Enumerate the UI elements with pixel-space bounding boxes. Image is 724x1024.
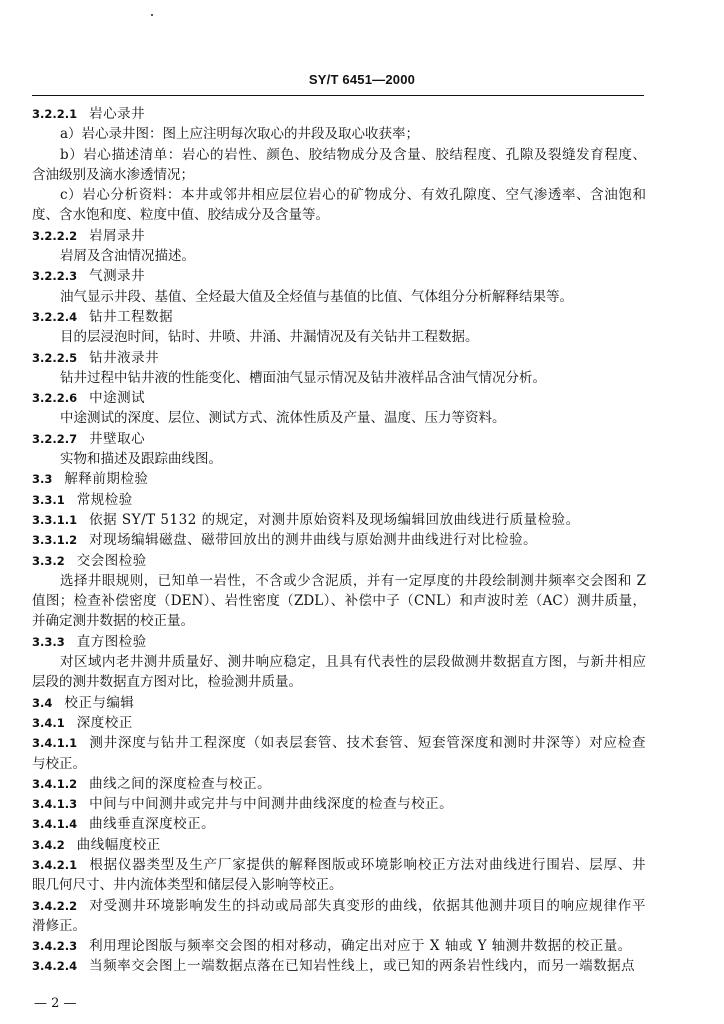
section-title: 中途测试 [89,390,146,407]
paragraph-text: b）岩心描述清单：岩心的岩性、颜色、胶结物成分及含量、胶结程度、孔隙及裂缝发育程度、 [60,146,646,163]
section-title: 依据 SY/T 5132 的规定，对测井原始资料及现场编辑回放曲线进行质量检验。 [89,511,580,528]
paragraph-text: 含油级别及滴水渗透情况； [32,166,194,183]
section-line [32,490,646,510]
paragraph-text: 对区域内老井测井质量好、测井响应稳定，且具有代表性的层段做测井数据直方图，与新井相应 [60,654,646,671]
section-number: 3.3 [32,472,53,487]
section-line [32,713,646,733]
section-number: 3.3.1.2 [32,533,78,548]
paragraph-line [32,672,646,692]
section-line [32,896,646,916]
section-line [32,774,646,794]
paragraph-text: 目的层浸泡时间，钻时、井喷、井涌、井漏情况及有关钻井工程数据。 [60,329,479,346]
section-number: 3.4.2.4 [32,959,78,974]
paragraph-text: 岩屑及含油情况描述。 [60,248,195,265]
section-number: 3.4 [32,695,53,710]
paragraph-line [32,875,646,895]
paragraph-text: 滑修正。 [32,917,86,934]
section-title: 气测录井 [89,268,146,285]
section-title: 交会图检验 [76,552,147,569]
section-title: 校正与编辑 [64,694,135,711]
paragraph-line [32,145,646,165]
section-number: 3.4.2.1 [32,857,78,872]
paragraph-line [32,916,646,936]
section-number: 3.2.2.6 [32,391,78,406]
section-number: 3.3.1 [32,492,65,507]
section-number: 3.3.1.1 [32,512,78,527]
section-number: 3.2.2.3 [32,269,78,284]
paragraph-text: 值图；检查补偿密度（DEN）、岩性密度（ZDL）、补偿中子（CNL）和声波时差（AC）测井质量， [32,593,646,610]
paragraph-line [32,246,646,266]
section-title: 常规检验 [76,491,133,508]
paragraph-text: 钻井过程中钻井液的性能变化、槽面油气显示情况及钻井液样品含油气情况分析。 [60,369,546,386]
section-number: 3.4.2 [32,837,65,852]
section-line [32,936,646,956]
section-number: 3.4.1.4 [32,817,78,832]
section-title: 中间与中间测井或完井与中间测井曲线深度的检查与校正。 [89,796,454,813]
paragraph-text: c）岩心分析资料：本井或邻井相应层位岩心的矿物成分、有效孔隙度、空气渗透率、含油饱和 [60,187,646,204]
section-number: 3.4.2.2 [32,898,78,913]
section-line [32,956,646,976]
section-line [32,693,646,713]
paragraph-text: 并确定测井数据的校正量。 [32,613,194,630]
paragraph-text: a）岩心录井图：图上应注明每次取心的井段及取心收获率； [60,126,420,143]
section-line [32,307,646,327]
section-line [32,510,646,530]
section-number: 3.4.1 [32,715,65,730]
section-title: 钻井工程数据 [89,308,174,325]
section-title: 对现场编辑磁盘、磁带回放出的测井曲线与原始测井曲线进行对比检验。 [89,532,538,549]
paragraph-text: 眼几何尺寸、井内流体类型和储层侵入影响等校正。 [32,877,343,894]
section-title: 钻井液录井 [89,349,160,366]
scan-speck [151,14,153,16]
paragraph-line [32,611,646,631]
standard-code-header: SY/T 6451—2000 [308,72,416,87]
paragraph-line [32,205,646,225]
section-line [32,794,646,814]
paragraph-line [32,124,646,144]
page-number: — 2 — [34,996,77,1011]
section-title: 岩屑录井 [89,227,146,244]
paragraph-line [32,571,646,591]
section-line [32,388,646,408]
paragraph-line [32,408,646,428]
paragraph-line [32,591,646,611]
paragraph-text: 实物和描述及跟踪曲线图。 [60,451,222,468]
paragraph-text: 度、含水饱和度、粒度中值、胶结成分及含量等。 [32,207,329,224]
section-line [32,733,646,753]
section-line [32,814,646,834]
paragraph-line [32,327,646,347]
section-title: 曲线垂直深度校正。 [89,816,216,833]
section-line [32,632,646,652]
section-number: 3.4.1.1 [32,736,78,751]
section-title: 岩心录井 [89,106,146,122]
section-line [32,835,646,855]
section-title: 曲线之间的深度检查与校正。 [89,775,272,792]
section-number: 3.2.2.2 [32,228,78,243]
section-title: 曲线幅度校正 [76,836,161,853]
section-line [32,226,646,246]
document-body [32,104,646,977]
paragraph-text: 选择井眼规则，已知单一岩性，不含或少含泥质，并有一定厚度的井段绘制测井频率交会图和 Z [60,572,646,589]
paragraph-line [32,368,646,388]
paragraph-text: 中途测试的深度、层位、测试方式、流体性质及产量、温度、压力等资料。 [60,410,506,427]
section-number: 3.2.2.4 [32,309,78,324]
section-title: 测井深度与钻井工程深度（如表层套管、技术套管、短套管深度和测时井深等）对应检查 [89,735,646,752]
paragraph-line [32,652,646,672]
section-line [32,266,646,286]
paragraph-line [32,165,646,185]
paragraph-line [32,185,646,205]
section-title: 当频率交会图上一端数据点落在已知岩性线上，或已知的两条岩性线内，而另一端数据点 [89,958,636,975]
section-number: 3.4.1.3 [32,797,78,812]
section-number: 3.2.2.7 [32,431,78,446]
section-title: 对受测井环境影响发生的抖动或局部失真变形的曲线，依据其他测井项目的响应规律作平 [89,897,646,914]
section-title: 解释前期检验 [64,471,149,488]
section-line [32,104,646,124]
paragraph-line [32,754,646,774]
section-number: 3.2.2.5 [32,350,78,365]
paragraph-text: 与校正。 [32,755,86,772]
section-title: 利用理论图版与频率交会图的相对移动，确定出对应于 X 轴或 Y 轴测井数据的校正量。 [89,938,632,955]
section-title: 直方图检验 [76,633,147,650]
section-line [32,530,646,550]
paragraph-text: 油气显示井段、基值、全烃最大值及全烃值与基值的比值、气体组分分析解释结果等。 [60,288,573,305]
paragraph-text: 层段的测井数据直方图对比，检验测井质量。 [32,674,302,691]
section-title: 根据仪器类型及生产厂家提供的解释图版或环境影响校正方法对曲线进行围岩、层厚、井 [89,856,646,873]
section-title: 井壁取心 [89,430,146,447]
section-line [32,429,646,449]
section-line [32,469,646,489]
section-number: 3.3.2 [32,553,65,568]
header-rule [32,95,644,96]
section-title: 深度校正 [76,714,133,731]
section-line [32,551,646,571]
section-line [32,855,646,875]
section-line [32,348,646,368]
paragraph-line [32,449,646,469]
section-number: 3.4.2.3 [32,939,78,954]
section-number: 3.3.3 [32,634,65,649]
paragraph-line [32,287,646,307]
section-number: 3.4.1.2 [32,776,78,791]
section-number: 3.2.2.1 [32,107,78,121]
